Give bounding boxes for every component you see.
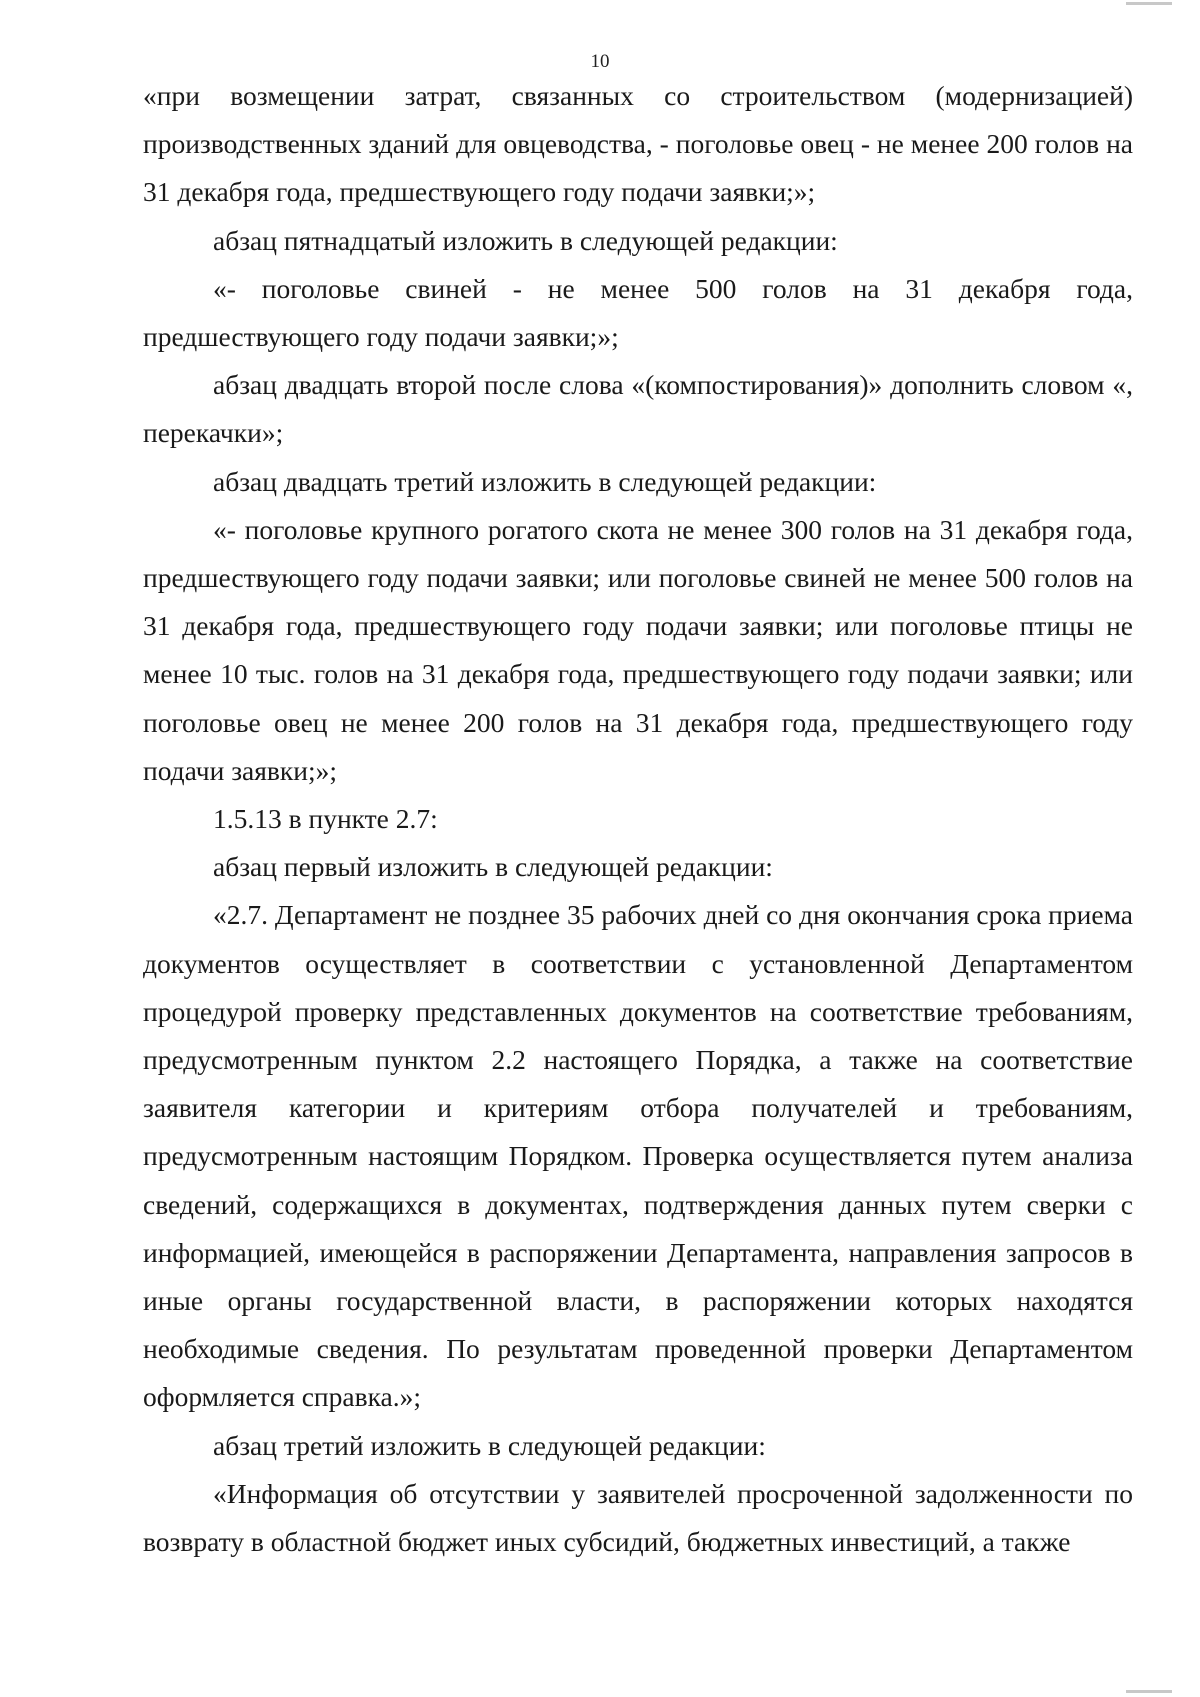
paragraph: абзац первый изложить в следующей редакции: [213,851,773,883]
paragraph: 1.5.13 в пункте 2.7: [213,803,438,835]
paragraph: абзац двадцать третий изложить в следующей редакции: [213,465,877,497]
page-number: 10 [590,51,610,72]
scan-artifact-bottom [1126,1690,1172,1693]
paragraph: абзац двадцать второй после слова «(компостирования)» дополнить словом «, перекачки»; [143,369,1133,449]
paragraph-continuation: «при возмещении затрат, связанных со строительством (модернизацией) производственных зданий для овцеводства, - поголовье овец - не менее 200 голов на 31 декабря года, предшествующего году подачи заявки;»; [143,80,1133,208]
paragraph: «- поголовье свиней - не менее 500 голов на 31 декабря года, предшествующего году подачи заявки;»; [143,272,1133,353]
paragraph: абзац третий изложить в следующей редакции: [213,1429,766,1461]
paragraph: «2.7. Департамент не позднее 35 рабочих дней со дня окончания срока приема документов осуществляет в соответствии с установленной Департаментом процедурой проверку представленных документов на соответствие требованиям, предусмотренным пунктом 2.2 настоящего Порядка, а также на соответствие заявителя категории и критериям отбора получателей и требованиям, предусмотренным настоящим Порядком. Проверка осуществляется путем анализа сведений, содержащихся в документах, подтверждения данных путем сверки с информацией, имеющейся в распоряжении Департамента, направления запросов в иные органы государственной власти, в распоряжении которых находятся необходимые сведения. По результатам проведенной проверки Департаментом оформляется справка.»; [143,899,1133,1413]
document-body [143,72,1133,1566]
paragraph: «- поголовье крупного рогатого скота не менее 300 голов на 31 декабря года, предшествующего году подачи заявки; или поголовье свиней не менее 500 голов на 31 декабря года, предшествующего году подачи заявки; или поголовье птицы не менее 10 тыс. голов на 31 декабря года, предшествующего году подачи заявки; или поголовье овец не менее 200 голов на 31 декабря года, предшествующего году подачи заявки;»; [143,513,1133,786]
scan-artifact-top [1126,2,1172,5]
paragraph: абзац пятнадцатый изложить в следующей редакции: [213,224,838,256]
paragraph: «Информация об отсутствии у заявителей просроченной задолженности по возврату в областной бюджет иных субсидий, бюджетных инвестиций, а также [143,1477,1133,1558]
